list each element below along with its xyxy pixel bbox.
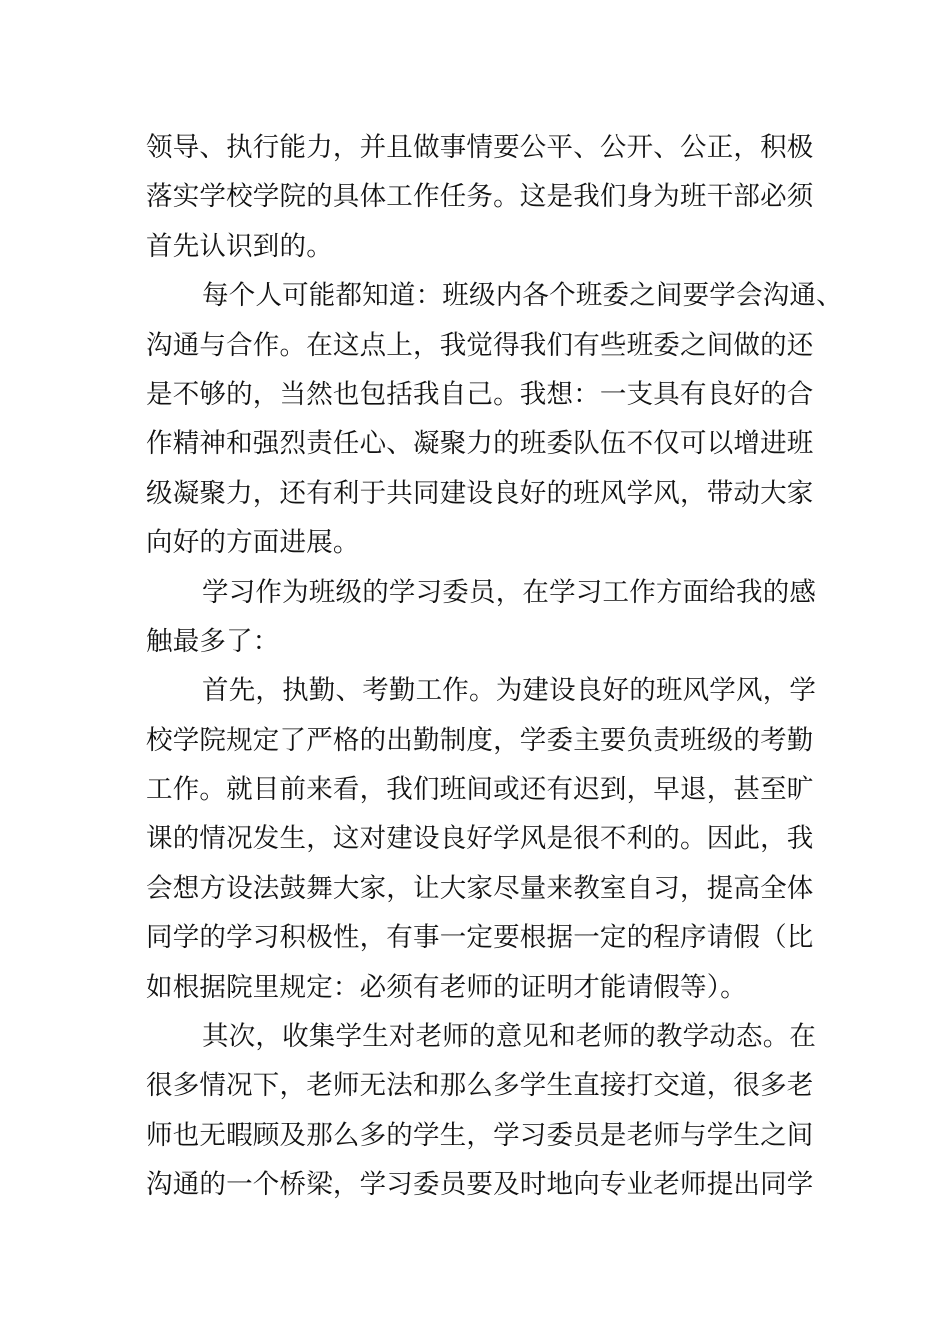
text-line: 同学的学习积极性，有事一定要根据一定的程序请假（比 <box>146 922 814 954</box>
text-line: 工作。就目前来看，我们班间或还有迟到，早退，甚至旷 <box>146 774 814 806</box>
text-line: 课的情况发生，这对建设良好学风是很不利的。因此，我 <box>146 823 814 855</box>
text-line: 学习作为班级的学习委员，在学习工作方面给我的感 <box>202 576 817 608</box>
text-line: 作精神和强烈责任心、凝聚力的班委队伍不仅可以增进班 <box>146 428 814 460</box>
text-line: 向好的方面进展。 <box>146 527 360 559</box>
text-line: 师也无暇顾及那么多的学生，学习委员是老师与学生之间 <box>146 1119 814 1151</box>
document-body <box>146 123 843 1210</box>
text-line: 其次，收集学生对老师的意见和老师的教学动态。在 <box>202 1021 817 1053</box>
text-line: 触最多了： <box>146 625 280 657</box>
text-line: 级凝聚力，还有利于共同建设良好的班风学风，带动大家 <box>146 477 814 509</box>
text-line: 领导、执行能力，并且做事情要公平、公开、公正，积极 <box>146 132 814 163</box>
text-line: 如根据院里规定：必须有老师的证明才能请假等）。 <box>146 971 747 1003</box>
text-line: 每个人可能都知道：班级内各个班委之间要学会沟通、 <box>202 280 843 312</box>
text-line: 会想方设法鼓舞大家，让大家尽量来教室自习，提高全体 <box>146 872 814 904</box>
text-line: 很多情况下，老师无法和那么多学生直接打交道，很多老 <box>146 1070 814 1102</box>
text-line: 首先认识到的。 <box>146 230 333 262</box>
text-line: 沟通与合作。在这点上，我觉得我们有些班委之间做的还 <box>146 329 814 361</box>
text-line: 落实学校学院的具体工作任务。这是我们身为班干部必须 <box>146 181 814 213</box>
text-line: 校学院规定了严格的出勤制度，学委主要负责班级的考勤 <box>146 724 814 756</box>
text-line: 沟通的一个桥梁，学习委员要及时地向专业老师提出同学 <box>146 1169 814 1201</box>
text-line: 首先，执勤、考勤工作。为建设良好的班风学风，学 <box>202 675 817 707</box>
text-line: 是不够的，当然也包括我自己。我想：一支具有良好的合 <box>146 378 814 410</box>
